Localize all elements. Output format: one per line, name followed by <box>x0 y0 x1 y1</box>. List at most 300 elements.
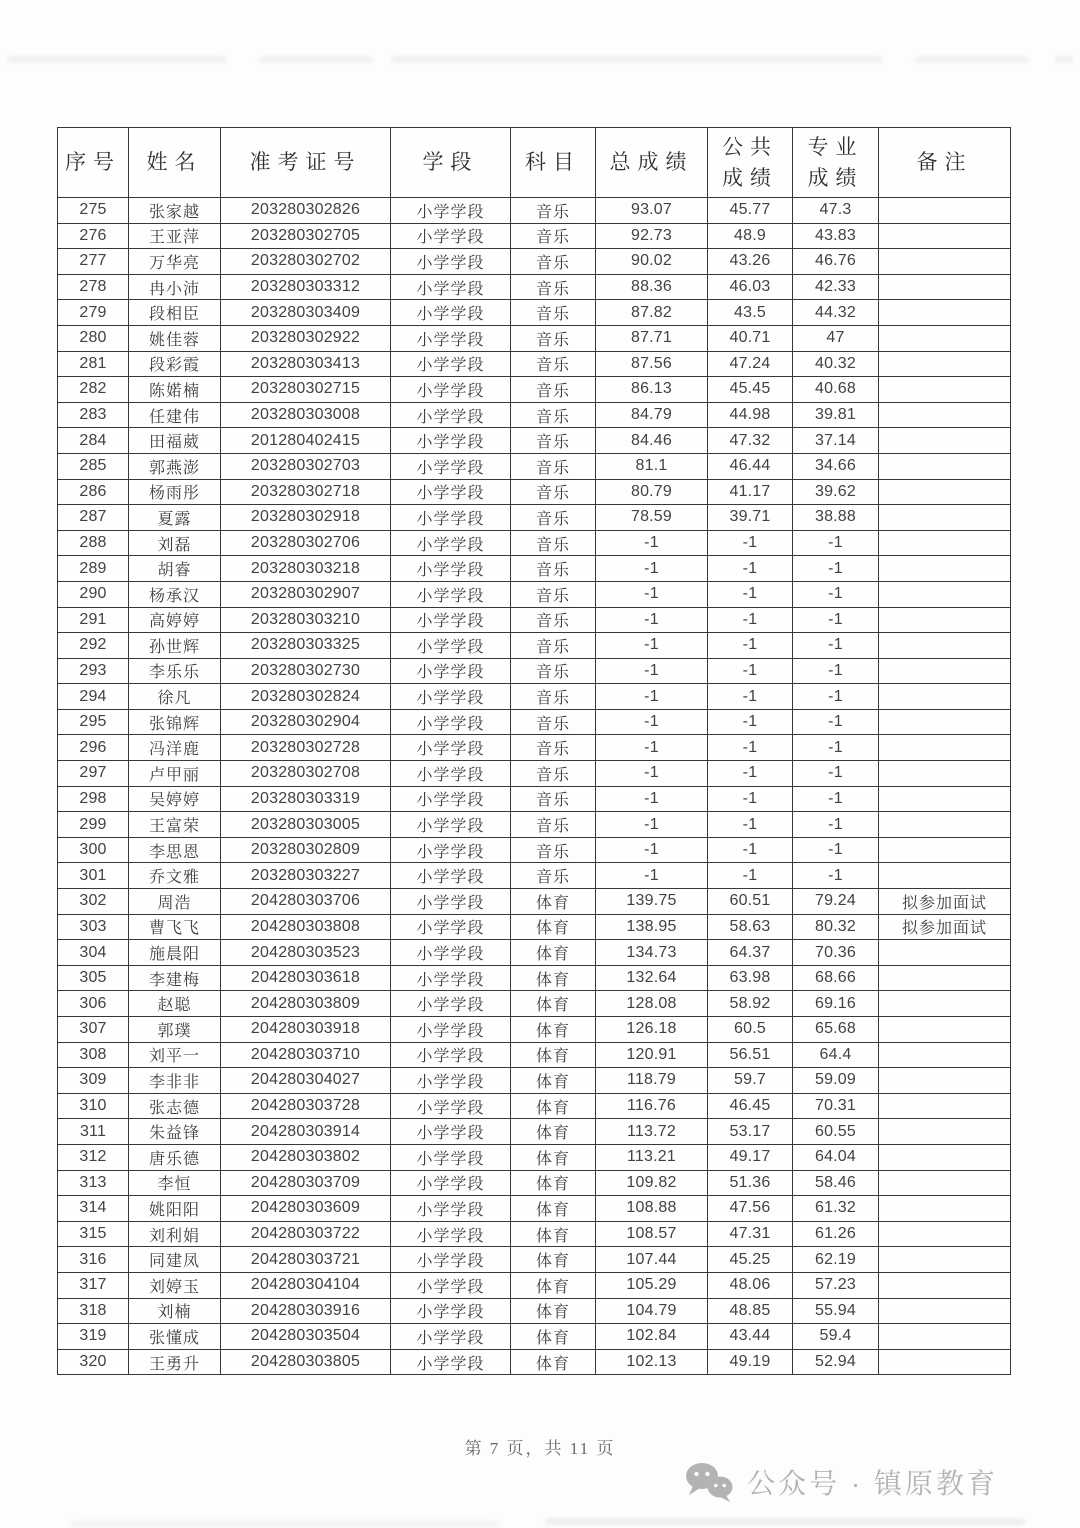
table-cell: 102.13 <box>596 1349 708 1375</box>
table-cell: 37.14 <box>793 428 879 454</box>
table-cell: 音乐 <box>511 479 596 505</box>
table-cell: 小学学段 <box>391 223 511 249</box>
table-cell: 体育 <box>511 1170 596 1196</box>
table-cell: 刘楠 <box>129 1298 221 1324</box>
table-cell: 吴婷婷 <box>129 786 221 812</box>
table-row <box>58 505 1011 531</box>
scan-artifact <box>391 56 883 63</box>
table-cell: 277 <box>58 249 129 275</box>
table-cell: 44.32 <box>793 300 879 326</box>
table-cell: 47 <box>793 325 879 351</box>
table-cell: 小学学段 <box>391 1298 511 1324</box>
table-row <box>58 658 1011 684</box>
table-cell <box>879 1017 1011 1043</box>
table-cell: 46.44 <box>708 453 793 479</box>
table-row <box>58 991 1011 1017</box>
table-cell: 音乐 <box>511 684 596 710</box>
table-cell: 43.5 <box>708 300 793 326</box>
table-row <box>58 428 1011 454</box>
table-cell: 34.66 <box>793 453 879 479</box>
table-cell: 小学学段 <box>391 505 511 531</box>
table-cell: 49.17 <box>708 1144 793 1170</box>
table-cell: 113.21 <box>596 1144 708 1170</box>
table-cell: 297 <box>58 761 129 787</box>
table-cell: 126.18 <box>596 1017 708 1043</box>
table-cell <box>879 1298 1011 1324</box>
table-cell: -1 <box>596 863 708 889</box>
wechat-bubbles-icon <box>685 1462 734 1502</box>
table-cell: -1 <box>708 786 793 812</box>
table-cell: 302 <box>58 889 129 915</box>
table-cell: 204280303914 <box>221 1119 391 1145</box>
table-cell: 294 <box>58 684 129 710</box>
table-row <box>58 684 1011 710</box>
table-cell: 刘平一 <box>129 1042 221 1068</box>
table-cell: 小学学段 <box>391 428 511 454</box>
table-cell: 小学学段 <box>391 1170 511 1196</box>
table-cell: 音乐 <box>511 453 596 479</box>
table-cell: 84.46 <box>596 428 708 454</box>
table-cell: 李非非 <box>129 1068 221 1094</box>
table-cell: 44.98 <box>708 402 793 428</box>
table-cell: 310 <box>58 1093 129 1119</box>
table-cell: 张家越 <box>129 198 221 224</box>
table-row <box>58 479 1011 505</box>
table-cell <box>879 837 1011 863</box>
table-cell: 音乐 <box>511 505 596 531</box>
table-cell <box>879 530 1011 556</box>
table-row <box>58 274 1011 300</box>
table-cell: 204280303808 <box>221 914 391 940</box>
table-cell: 体育 <box>511 1093 596 1119</box>
table-row <box>58 1349 1011 1375</box>
table-cell: 48.9 <box>708 223 793 249</box>
table-cell: 体育 <box>511 889 596 915</box>
table-cell: 音乐 <box>511 402 596 428</box>
table-cell <box>879 1324 1011 1350</box>
table-cell: -1 <box>596 786 708 812</box>
table-cell: -1 <box>793 837 879 863</box>
table-cell: -1 <box>793 863 879 889</box>
table-cell: 203280303409 <box>221 300 391 326</box>
table-cell: 小学学段 <box>391 300 511 326</box>
table-cell: 拟参加面试 <box>879 914 1011 940</box>
table-cell <box>879 684 1011 710</box>
table-cell: 63.98 <box>708 965 793 991</box>
table-cell: 59.09 <box>793 1068 879 1094</box>
table-row <box>58 581 1011 607</box>
table-cell: 203280303210 <box>221 607 391 633</box>
table-cell: 音乐 <box>511 786 596 812</box>
table-cell <box>879 479 1011 505</box>
table-cell: 小学学段 <box>391 1349 511 1375</box>
table-cell: 65.68 <box>793 1017 879 1043</box>
table-cell: 203280302715 <box>221 377 391 403</box>
table-row <box>58 249 1011 275</box>
table-cell: 音乐 <box>511 837 596 863</box>
table-cell: -1 <box>596 658 708 684</box>
table-cell: 59.7 <box>708 1068 793 1094</box>
table-cell: 300 <box>58 837 129 863</box>
table-cell: -1 <box>596 735 708 761</box>
table-cell: 王勇升 <box>129 1349 221 1375</box>
table-cell: 105.29 <box>596 1272 708 1298</box>
table-cell <box>879 965 1011 991</box>
table-cell: 203280302918 <box>221 505 391 531</box>
table-cell <box>879 607 1011 633</box>
table-cell <box>879 300 1011 326</box>
table-cell: 38.88 <box>793 505 879 531</box>
table-cell: 80.32 <box>793 914 879 940</box>
table-row <box>58 198 1011 224</box>
table-cell: 203280303005 <box>221 812 391 838</box>
table-cell: 40.71 <box>708 325 793 351</box>
table-cell: 80.79 <box>596 479 708 505</box>
column-header: 姓名 <box>129 128 221 198</box>
table-cell: 61.32 <box>793 1196 879 1222</box>
table-cell <box>879 325 1011 351</box>
table-cell: 203280302730 <box>221 658 391 684</box>
table-cell: 郭璞 <box>129 1017 221 1043</box>
table-cell: 289 <box>58 556 129 582</box>
table-cell: 小学学段 <box>391 889 511 915</box>
table-cell: 296 <box>58 735 129 761</box>
table-cell: 204280303721 <box>221 1247 391 1273</box>
table-cell: 51.36 <box>708 1170 793 1196</box>
table-cell: 小学学段 <box>391 633 511 659</box>
table-cell: 203280302708 <box>221 761 391 787</box>
table-cell: 小学学段 <box>391 581 511 607</box>
table-cell: 70.36 <box>793 940 879 966</box>
table-cell: 55.94 <box>793 1298 879 1324</box>
table-cell: 体育 <box>511 1196 596 1222</box>
table-cell: 体育 <box>511 1247 596 1273</box>
table-cell <box>879 1093 1011 1119</box>
table-cell: 314 <box>58 1196 129 1222</box>
table-cell: 音乐 <box>511 249 596 275</box>
table-cell: 287 <box>58 505 129 531</box>
results-table <box>57 127 1011 1375</box>
table-cell: 王富荣 <box>129 812 221 838</box>
table-cell: 204280303609 <box>221 1196 391 1222</box>
table-cell: 120.91 <box>596 1042 708 1068</box>
table-cell: 87.56 <box>596 351 708 377</box>
table-cell: 音乐 <box>511 223 596 249</box>
table-cell: 小学学段 <box>391 1221 511 1247</box>
scan-artifact <box>1054 56 1074 63</box>
table-cell: 周浩 <box>129 889 221 915</box>
table-cell: 279 <box>58 300 129 326</box>
table-cell: -1 <box>596 837 708 863</box>
table-cell: 204280303504 <box>221 1324 391 1350</box>
table-cell: 刘磊 <box>129 530 221 556</box>
table-cell: 冯洋鹿 <box>129 735 221 761</box>
table-cell: 90.02 <box>596 249 708 275</box>
table-cell: 58.46 <box>793 1170 879 1196</box>
table-cell: 音乐 <box>511 300 596 326</box>
table-cell: 284 <box>58 428 129 454</box>
table-cell: 拟参加面试 <box>879 889 1011 915</box>
table-cell: 203280303325 <box>221 633 391 659</box>
table-row <box>58 709 1011 735</box>
table-cell: 张懂成 <box>129 1324 221 1350</box>
table-cell: 116.76 <box>596 1093 708 1119</box>
table-cell: 小学学段 <box>391 1068 511 1094</box>
table-cell: 杨雨彤 <box>129 479 221 505</box>
table-row <box>58 556 1011 582</box>
table-cell: 203280302706 <box>221 530 391 556</box>
table-cell <box>879 198 1011 224</box>
table-cell: 音乐 <box>511 812 596 838</box>
table-cell: 276 <box>58 223 129 249</box>
table-row <box>58 786 1011 812</box>
table-cell: 138.95 <box>596 914 708 940</box>
table-cell: 319 <box>58 1324 129 1350</box>
table-cell: 体育 <box>511 1221 596 1247</box>
table-cell <box>879 1247 1011 1273</box>
table-cell: 音乐 <box>511 530 596 556</box>
table-cell: 郭燕澎 <box>129 453 221 479</box>
table-row <box>58 1272 1011 1298</box>
table-cell: 小学学段 <box>391 351 511 377</box>
table-cell: 309 <box>58 1068 129 1094</box>
table-cell: -1 <box>708 658 793 684</box>
table-cell <box>879 351 1011 377</box>
table-cell: 42.33 <box>793 274 879 300</box>
table-cell: 301 <box>58 863 129 889</box>
table-cell: 45.25 <box>708 1247 793 1273</box>
table-cell: 132.64 <box>596 965 708 991</box>
table-row <box>58 837 1011 863</box>
table-cell: 64.37 <box>708 940 793 966</box>
column-header: 学段 <box>391 128 511 198</box>
table-row <box>58 735 1011 761</box>
table-cell: 音乐 <box>511 556 596 582</box>
table-cell: 320 <box>58 1349 129 1375</box>
table-row <box>58 1119 1011 1145</box>
table-row <box>58 1196 1011 1222</box>
table-cell: 57.23 <box>793 1272 879 1298</box>
table-cell <box>879 505 1011 531</box>
table-cell: 张志德 <box>129 1093 221 1119</box>
table-cell: 体育 <box>511 1324 596 1350</box>
table-cell: 47.32 <box>708 428 793 454</box>
table-row <box>58 300 1011 326</box>
table-cell: 139.75 <box>596 889 708 915</box>
table-cell: -1 <box>793 761 879 787</box>
table-cell: -1 <box>708 530 793 556</box>
table-cell: 134.73 <box>596 940 708 966</box>
table-cell: 段相臣 <box>129 300 221 326</box>
column-header: 公共成绩 <box>708 128 793 198</box>
table-cell: 64.04 <box>793 1144 879 1170</box>
table-cell: 275 <box>58 198 129 224</box>
table-cell <box>879 1170 1011 1196</box>
table-cell: 段彩霞 <box>129 351 221 377</box>
table-cell: 204280303710 <box>221 1042 391 1068</box>
table-cell: -1 <box>708 837 793 863</box>
table-cell: -1 <box>793 607 879 633</box>
table-cell: 小学学段 <box>391 658 511 684</box>
table-cell: 318 <box>58 1298 129 1324</box>
column-header: 备注 <box>879 128 1011 198</box>
table-cell: 体育 <box>511 940 596 966</box>
table-cell: 40.32 <box>793 351 879 377</box>
table-cell: 304 <box>58 940 129 966</box>
table-cell: 58.63 <box>708 914 793 940</box>
table-cell: 杨承汉 <box>129 581 221 607</box>
table-cell: 203280302907 <box>221 581 391 607</box>
table-cell: 43.83 <box>793 223 879 249</box>
table-row <box>58 914 1011 940</box>
scan-artifact <box>7 56 227 63</box>
table-cell: 体育 <box>511 1298 596 1324</box>
table-cell: 43.44 <box>708 1324 793 1350</box>
table-cell: -1 <box>708 581 793 607</box>
table-cell: 308 <box>58 1042 129 1068</box>
table-row <box>58 402 1011 428</box>
table-cell: 李恒 <box>129 1170 221 1196</box>
table-cell: -1 <box>708 735 793 761</box>
table-row <box>58 863 1011 889</box>
table-row <box>58 351 1011 377</box>
table-cell: 299 <box>58 812 129 838</box>
table-cell: 小学学段 <box>391 1247 511 1273</box>
table-cell: 92.73 <box>596 223 708 249</box>
table-cell: 小学学段 <box>391 761 511 787</box>
table-cell: 小学学段 <box>391 453 511 479</box>
table-cell: -1 <box>793 658 879 684</box>
table-cell: -1 <box>793 530 879 556</box>
table-cell: 108.88 <box>596 1196 708 1222</box>
table-cell: 陈婼楠 <box>129 377 221 403</box>
table-cell: 小学学段 <box>391 1093 511 1119</box>
table-cell: 小学学段 <box>391 556 511 582</box>
table-cell: 音乐 <box>511 633 596 659</box>
table-cell: 293 <box>58 658 129 684</box>
table-cell: 万华亮 <box>129 249 221 275</box>
table-cell: 316 <box>58 1247 129 1273</box>
table-cell: 乔文雅 <box>129 863 221 889</box>
table-cell <box>879 249 1011 275</box>
table-cell: 40.68 <box>793 377 879 403</box>
table-cell: 小学学段 <box>391 786 511 812</box>
table-cell: 夏露 <box>129 505 221 531</box>
table-row <box>58 761 1011 787</box>
table-cell <box>879 1068 1011 1094</box>
table-cell: 卢甲丽 <box>129 761 221 787</box>
table-cell: 冉小沛 <box>129 274 221 300</box>
table-cell: 203280302718 <box>221 479 391 505</box>
table-cell: 孙世辉 <box>129 633 221 659</box>
table-cell: 小学学段 <box>391 274 511 300</box>
table-cell: 小学学段 <box>391 914 511 940</box>
table-cell <box>879 761 1011 787</box>
table-cell: 体育 <box>511 1042 596 1068</box>
table-cell: 李思恩 <box>129 837 221 863</box>
table-cell: 体育 <box>511 1068 596 1094</box>
table-cell: 39.62 <box>793 479 879 505</box>
table-cell: -1 <box>708 709 793 735</box>
table-cell: -1 <box>708 761 793 787</box>
table-cell <box>879 402 1011 428</box>
table-cell: 张锦辉 <box>129 709 221 735</box>
table-cell: 小学学段 <box>391 530 511 556</box>
table-cell: 204280303916 <box>221 1298 391 1324</box>
table-cell: 45.77 <box>708 198 793 224</box>
table-row <box>58 812 1011 838</box>
table-cell: 小学学段 <box>391 1144 511 1170</box>
table-cell: 46.76 <box>793 249 879 275</box>
table-cell: 87.71 <box>596 325 708 351</box>
table-cell <box>879 1221 1011 1247</box>
table-cell <box>879 223 1011 249</box>
table-cell: 203280303227 <box>221 863 391 889</box>
table-cell: 小学学段 <box>391 249 511 275</box>
table-cell: 小学学段 <box>391 402 511 428</box>
table-cell: 小学学段 <box>391 684 511 710</box>
table-cell: 41.17 <box>708 479 793 505</box>
table-cell: 体育 <box>511 1272 596 1298</box>
table-cell: -1 <box>596 709 708 735</box>
table-cell <box>879 709 1011 735</box>
table-cell: 203280302705 <box>221 223 391 249</box>
column-header: 准考证号 <box>221 128 391 198</box>
table-cell: 104.79 <box>596 1298 708 1324</box>
table-cell: 小学学段 <box>391 812 511 838</box>
table-cell: 王亚萍 <box>129 223 221 249</box>
table-cell: 203280302809 <box>221 837 391 863</box>
table-cell: -1 <box>793 709 879 735</box>
column-header: 总成绩 <box>596 128 708 198</box>
table-cell: 204280304027 <box>221 1068 391 1094</box>
table-cell: -1 <box>708 812 793 838</box>
table-cell: 291 <box>58 607 129 633</box>
table-cell: 79.24 <box>793 889 879 915</box>
table-cell: 刘利娟 <box>129 1221 221 1247</box>
table-cell: 203280303319 <box>221 786 391 812</box>
table-cell <box>879 274 1011 300</box>
table-cell: 107.44 <box>596 1247 708 1273</box>
table-cell: 280 <box>58 325 129 351</box>
table-cell: 306 <box>58 991 129 1017</box>
wechat-watermark-label: 公众号 · 镇原教育 <box>747 1468 998 1499</box>
table-cell <box>879 377 1011 403</box>
table-cell: 同建凤 <box>129 1247 221 1273</box>
table-cell: 118.79 <box>596 1068 708 1094</box>
table-cell: 小学学段 <box>391 940 511 966</box>
table-cell: 46.45 <box>708 1093 793 1119</box>
scan-artifact <box>914 56 1029 63</box>
table-cell: 小学学段 <box>391 1119 511 1145</box>
table-cell: 88.36 <box>596 274 708 300</box>
table-cell: -1 <box>596 761 708 787</box>
table-cell: 317 <box>58 1272 129 1298</box>
table-cell: 任建伟 <box>129 402 221 428</box>
table-cell: 施晨阳 <box>129 940 221 966</box>
table-cell: 201280402415 <box>221 428 391 454</box>
table-cell: 小学学段 <box>391 325 511 351</box>
table-cell: 59.4 <box>793 1324 879 1350</box>
table-cell <box>879 991 1011 1017</box>
table-cell <box>879 812 1011 838</box>
table-cell: 307 <box>58 1017 129 1043</box>
table-cell: 64.4 <box>793 1042 879 1068</box>
table-cell: 70.31 <box>793 1093 879 1119</box>
table-cell: 体育 <box>511 1017 596 1043</box>
table-cell: 音乐 <box>511 351 596 377</box>
table-cell: 204280304104 <box>221 1272 391 1298</box>
